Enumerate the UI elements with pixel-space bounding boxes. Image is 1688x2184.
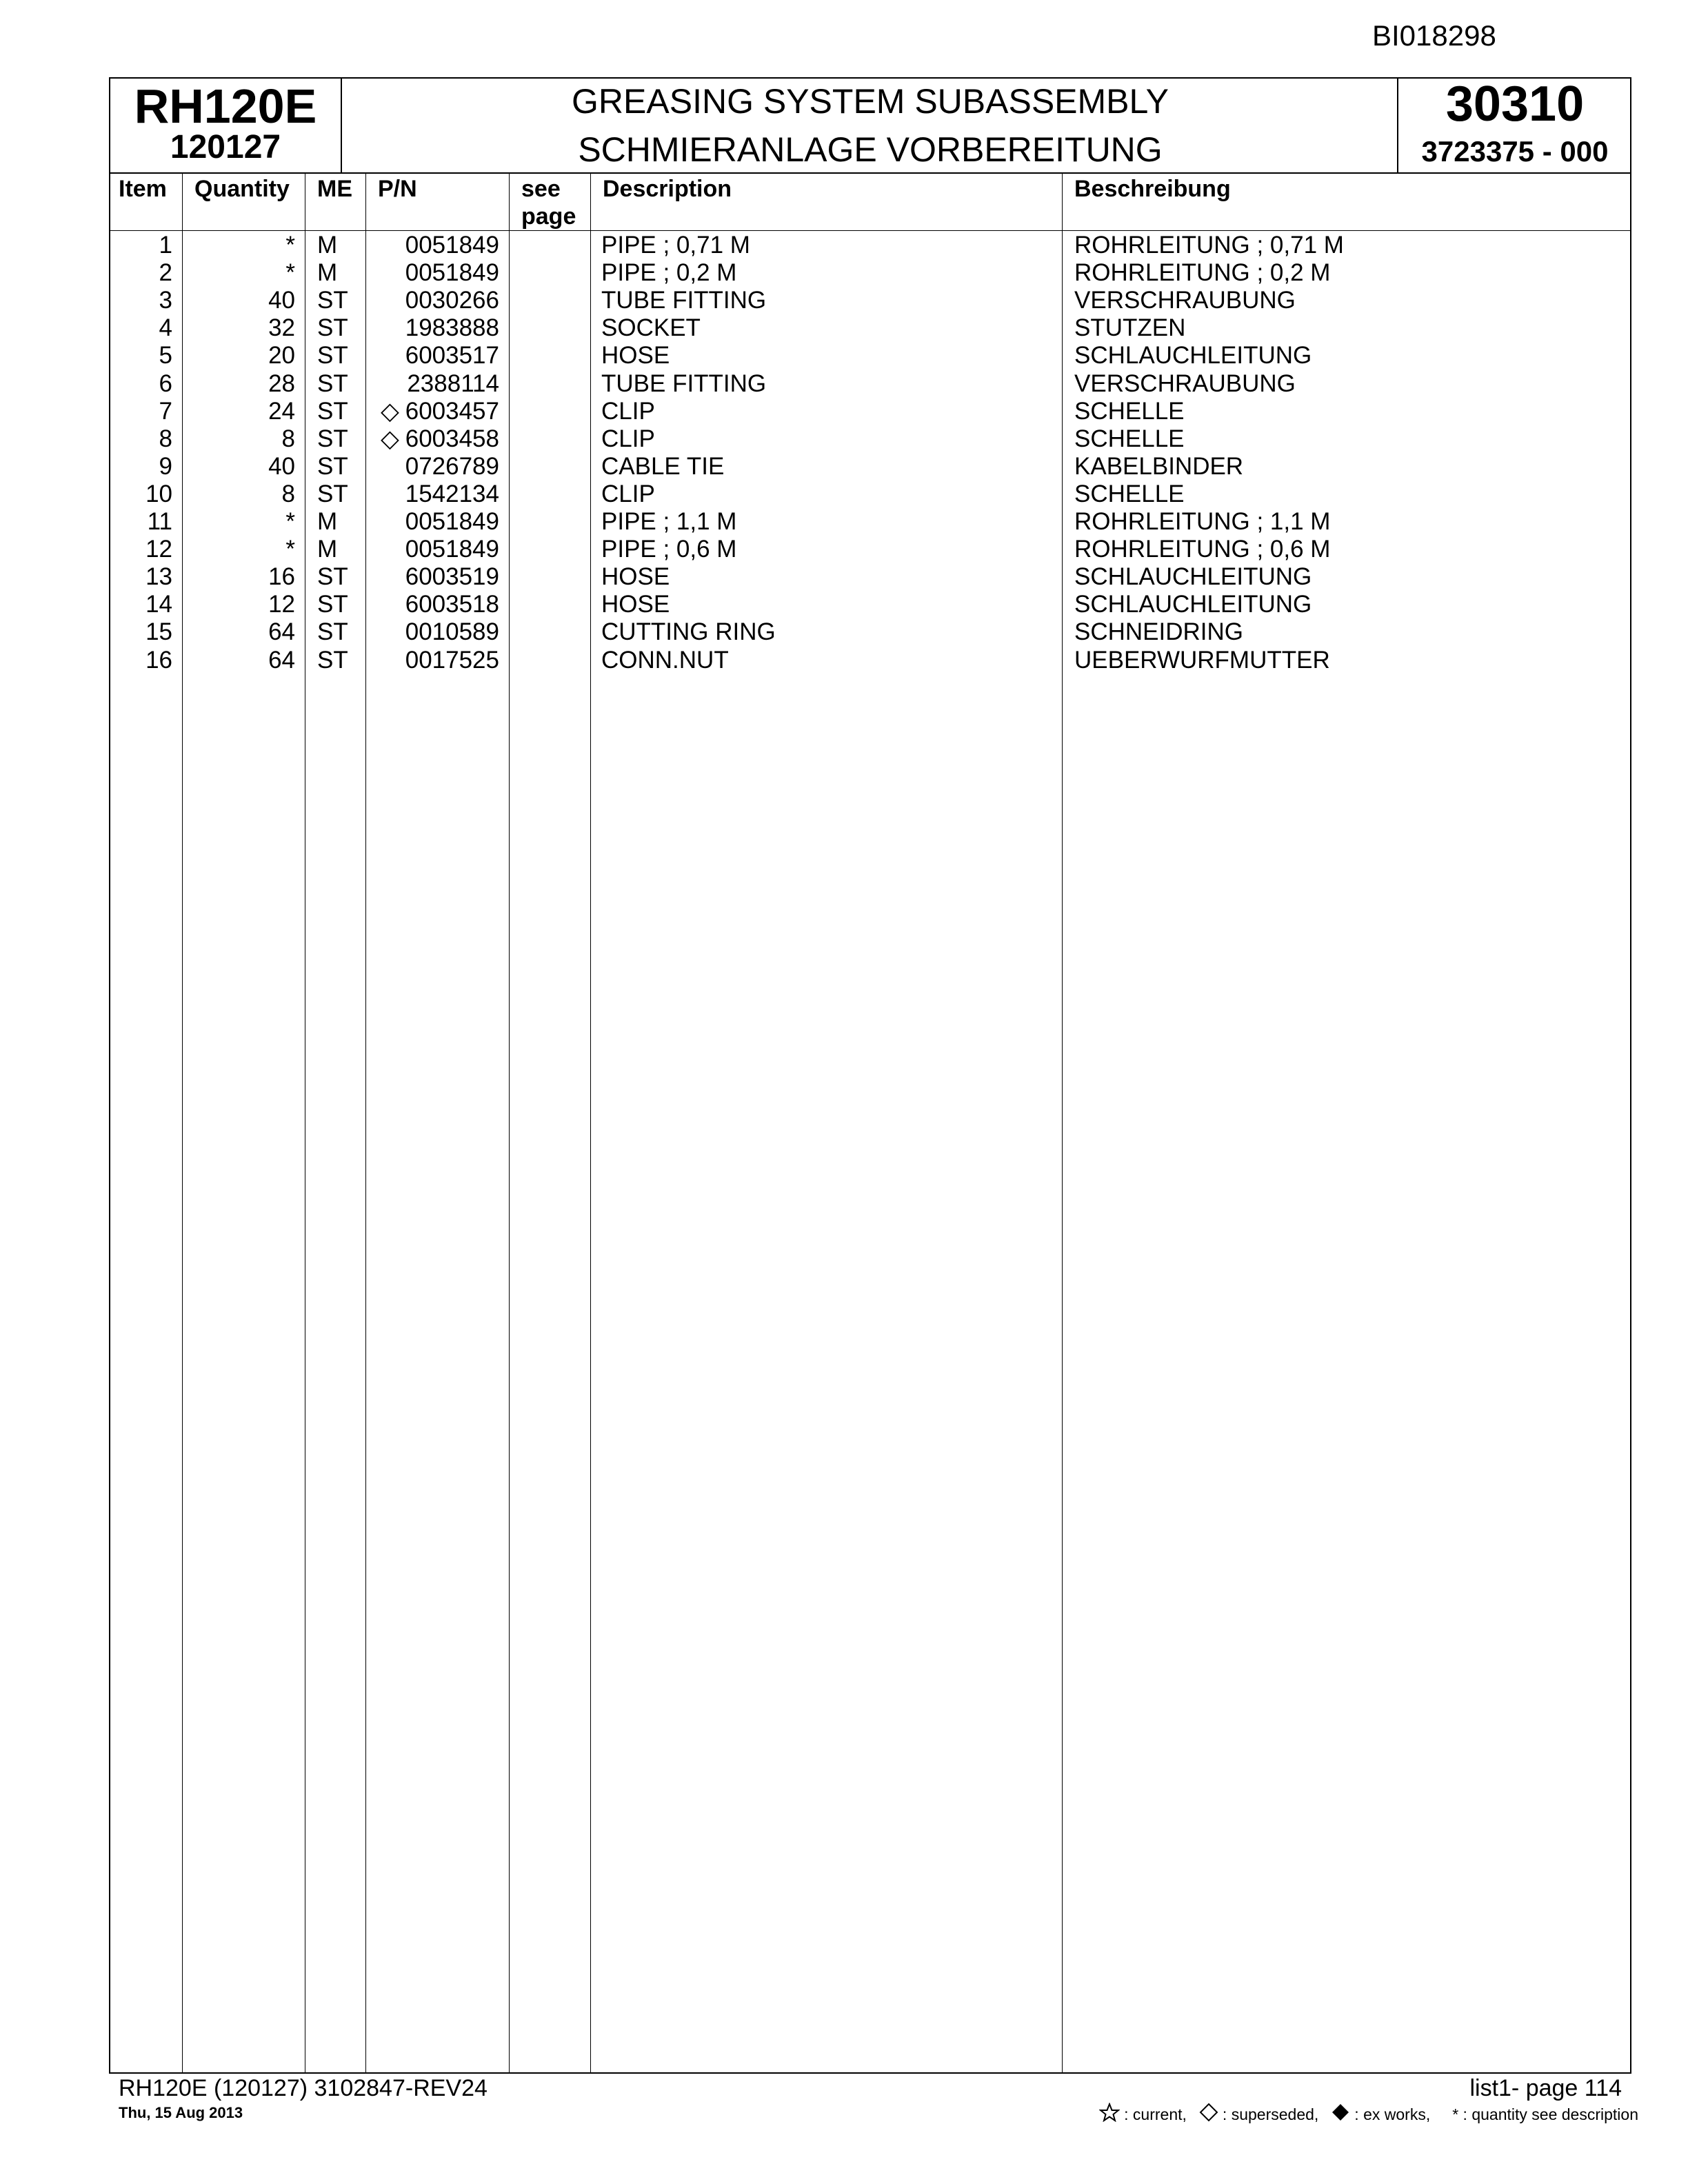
cell-beschreibung: SCHLAUCHLEITUNG bbox=[1074, 591, 1312, 618]
cell-description: PIPE ; 0,2 M bbox=[601, 259, 737, 287]
star-outline-icon bbox=[1099, 2103, 1120, 2126]
cell-me: ST bbox=[317, 287, 348, 314]
cell-description: CLIP bbox=[601, 397, 655, 425]
legend-current-label: : current, bbox=[1124, 2105, 1187, 2123]
cell-part-number: 0030266 bbox=[405, 287, 499, 314]
cell-quantity: 24 bbox=[268, 397, 295, 425]
legend-superseded-label: : superseded, bbox=[1222, 2105, 1319, 2123]
cell-item: 12 bbox=[145, 536, 172, 563]
cell-quantity: 32 bbox=[268, 314, 295, 342]
cell-description: HOSE bbox=[601, 342, 670, 370]
cell-item: 14 bbox=[145, 591, 172, 618]
cell-quantity: 8 bbox=[281, 425, 295, 452]
cell-me: ST bbox=[317, 618, 348, 646]
col-header-see: see bbox=[521, 176, 561, 202]
model-name: RH120E bbox=[134, 79, 317, 133]
cell-me: ST bbox=[317, 314, 348, 342]
cell-quantity: 40 bbox=[268, 452, 295, 480]
cell-beschreibung: SCHLAUCHLEITUNG bbox=[1074, 342, 1312, 370]
cell-part-number: 0051849 bbox=[405, 508, 499, 535]
cell-item: 7 bbox=[159, 397, 172, 425]
cell-beschreibung: ROHRLEITUNG ; 0,2 M bbox=[1074, 259, 1331, 287]
legend-ex-works-label: : ex works, bbox=[1354, 2105, 1431, 2123]
cell-part-number: 6003457 bbox=[405, 397, 499, 425]
cell-description: CLIP bbox=[601, 480, 655, 507]
cell-beschreibung: VERSCHRAUBUNG bbox=[1074, 287, 1296, 314]
cell-part-number: 6003518 bbox=[405, 591, 499, 618]
cell-description: SOCKET bbox=[601, 314, 701, 342]
cell-quantity: 8 bbox=[281, 480, 295, 507]
cell-description: HOSE bbox=[601, 591, 670, 618]
serial-number: 120127 bbox=[170, 129, 281, 165]
cell-quantity: 40 bbox=[268, 287, 295, 314]
cell-me: ST bbox=[317, 480, 348, 507]
col-header-page: page bbox=[521, 203, 576, 230]
cell-item: 8 bbox=[159, 425, 172, 452]
cell-item: 5 bbox=[159, 342, 172, 370]
cell-description: PIPE ; 1,1 M bbox=[601, 508, 737, 535]
cell-description: CUTTING RING bbox=[601, 618, 776, 646]
footer-page-number: list1- page 114 bbox=[1469, 2075, 1622, 2101]
document-number: 3723375 - 000 bbox=[1421, 135, 1609, 168]
cell-beschreibung: SCHELLE bbox=[1074, 425, 1185, 452]
cell-quantity: * bbox=[285, 232, 295, 259]
diamond-filled-icon bbox=[1331, 2103, 1350, 2126]
cell-me: ST bbox=[317, 425, 348, 452]
cell-me: ST bbox=[317, 452, 348, 480]
cell-item: 4 bbox=[159, 314, 172, 342]
cell-description: PIPE ; 0,71 M bbox=[601, 232, 750, 259]
cell-item: 1 bbox=[159, 232, 172, 259]
cell-quantity: 64 bbox=[268, 646, 295, 674]
cell-quantity: 12 bbox=[268, 591, 295, 618]
cell-me: M bbox=[317, 536, 338, 563]
cell-beschreibung: STUTZEN bbox=[1074, 314, 1186, 342]
cell-item: 11 bbox=[147, 508, 172, 535]
cell-me: ST bbox=[317, 591, 348, 618]
cell-beschreibung: SCHNEIDRING bbox=[1074, 618, 1244, 646]
col-header-beschreibung: Beschreibung bbox=[1074, 176, 1231, 202]
cell-beschreibung: ROHRLEITUNG ; 0,71 M bbox=[1074, 232, 1344, 259]
cell-beschreibung: VERSCHRAUBUNG bbox=[1074, 370, 1296, 397]
column-header-rule bbox=[109, 230, 1631, 231]
cell-quantity: 20 bbox=[268, 342, 295, 370]
cell-me: M bbox=[317, 259, 338, 287]
title-english: GREASING SYSTEM SUBASSEMBLY bbox=[572, 82, 1169, 121]
cell-description: TUBE FITTING bbox=[601, 370, 767, 397]
cell-part-number: 0017525 bbox=[405, 646, 499, 674]
col-sep-me bbox=[365, 172, 366, 2074]
cell-beschreibung: SCHELLE bbox=[1074, 397, 1185, 425]
diamond-outline-icon bbox=[1199, 2103, 1218, 2126]
cell-me: ST bbox=[317, 342, 348, 370]
cell-status-icon: ◇ bbox=[381, 425, 399, 452]
col-header-quantity: Quantity bbox=[194, 176, 290, 202]
cell-beschreibung: SCHLAUCHLEITUNG bbox=[1074, 563, 1312, 591]
cell-quantity: 64 bbox=[268, 618, 295, 646]
cell-part-number: 6003519 bbox=[405, 563, 499, 591]
cell-item: 6 bbox=[159, 370, 172, 397]
cell-item: 9 bbox=[159, 452, 172, 480]
cell-beschreibung: ROHRLEITUNG ; 0,6 M bbox=[1074, 536, 1331, 563]
cell-item: 15 bbox=[145, 618, 172, 646]
cell-beschreibung: UEBERWURFMUTTER bbox=[1074, 646, 1330, 674]
symbol-legend bbox=[1099, 2103, 1638, 2126]
cell-beschreibung: ROHRLEITUNG ; 1,1 M bbox=[1074, 508, 1331, 535]
group-number: 30310 bbox=[1445, 77, 1585, 132]
cell-me: ST bbox=[317, 397, 348, 425]
col-header-item: Item bbox=[119, 176, 167, 202]
cell-description: PIPE ; 0,6 M bbox=[601, 536, 737, 563]
cell-quantity: * bbox=[285, 508, 295, 535]
cell-part-number: 6003458 bbox=[405, 425, 499, 452]
cell-part-number: 1542134 bbox=[405, 480, 499, 507]
cell-description: CLIP bbox=[601, 425, 655, 452]
cell-me: M bbox=[317, 232, 338, 259]
cell-part-number: 6003517 bbox=[405, 342, 499, 370]
document-id: BI018298 bbox=[1372, 19, 1496, 52]
cell-part-number: 0726789 bbox=[405, 452, 499, 480]
cell-description: HOSE bbox=[601, 563, 670, 591]
cell-part-number: 1983888 bbox=[405, 314, 499, 342]
cell-description: CONN.NUT bbox=[601, 646, 729, 674]
cell-beschreibung: SCHELLE bbox=[1074, 480, 1185, 507]
col-header-me: ME bbox=[317, 176, 352, 202]
cell-item: 2 bbox=[159, 259, 172, 287]
cell-quantity: 28 bbox=[268, 370, 295, 397]
cell-item: 16 bbox=[145, 646, 172, 674]
cell-item: 10 bbox=[145, 480, 172, 507]
cell-me: ST bbox=[317, 370, 348, 397]
cell-item: 13 bbox=[145, 563, 172, 591]
cell-me: M bbox=[317, 508, 338, 535]
legend-quantity-label: * : quantity see description bbox=[1452, 2105, 1638, 2123]
cell-description: TUBE FITTING bbox=[601, 287, 767, 314]
col-sep-pn bbox=[509, 172, 510, 2074]
cell-part-number: 0010589 bbox=[405, 618, 499, 646]
cell-quantity: 16 bbox=[268, 563, 295, 591]
footer-date: Thu, 15 Aug 2013 bbox=[119, 2104, 243, 2121]
col-sep-description bbox=[1062, 172, 1063, 2074]
cell-part-number: 0051849 bbox=[405, 259, 499, 287]
col-sep-see-page bbox=[590, 172, 591, 2074]
cell-me: ST bbox=[317, 563, 348, 591]
col-header-pn: P/N bbox=[378, 176, 417, 202]
cell-status-icon: ◇ bbox=[381, 397, 399, 425]
cell-part-number: 0051849 bbox=[405, 232, 499, 259]
title-german: SCHMIERANLAGE VORBEREITUNG bbox=[578, 130, 1163, 169]
cell-me: ST bbox=[317, 646, 348, 674]
col-header-description: Description bbox=[603, 176, 732, 202]
col-sep-item bbox=[182, 172, 183, 2074]
cell-beschreibung: KABELBINDER bbox=[1074, 452, 1244, 480]
cell-description: CABLE TIE bbox=[601, 452, 725, 480]
cell-item: 3 bbox=[159, 287, 172, 314]
cell-quantity: * bbox=[285, 536, 295, 563]
header-bottom-rule bbox=[109, 172, 1631, 174]
cell-quantity: * bbox=[285, 259, 295, 287]
footer-document-ref: RH120E (120127) 3102847-REV24 bbox=[119, 2075, 488, 2101]
cell-part-number: 0051849 bbox=[405, 536, 499, 563]
cell-part-number: 2388114 bbox=[407, 370, 499, 397]
